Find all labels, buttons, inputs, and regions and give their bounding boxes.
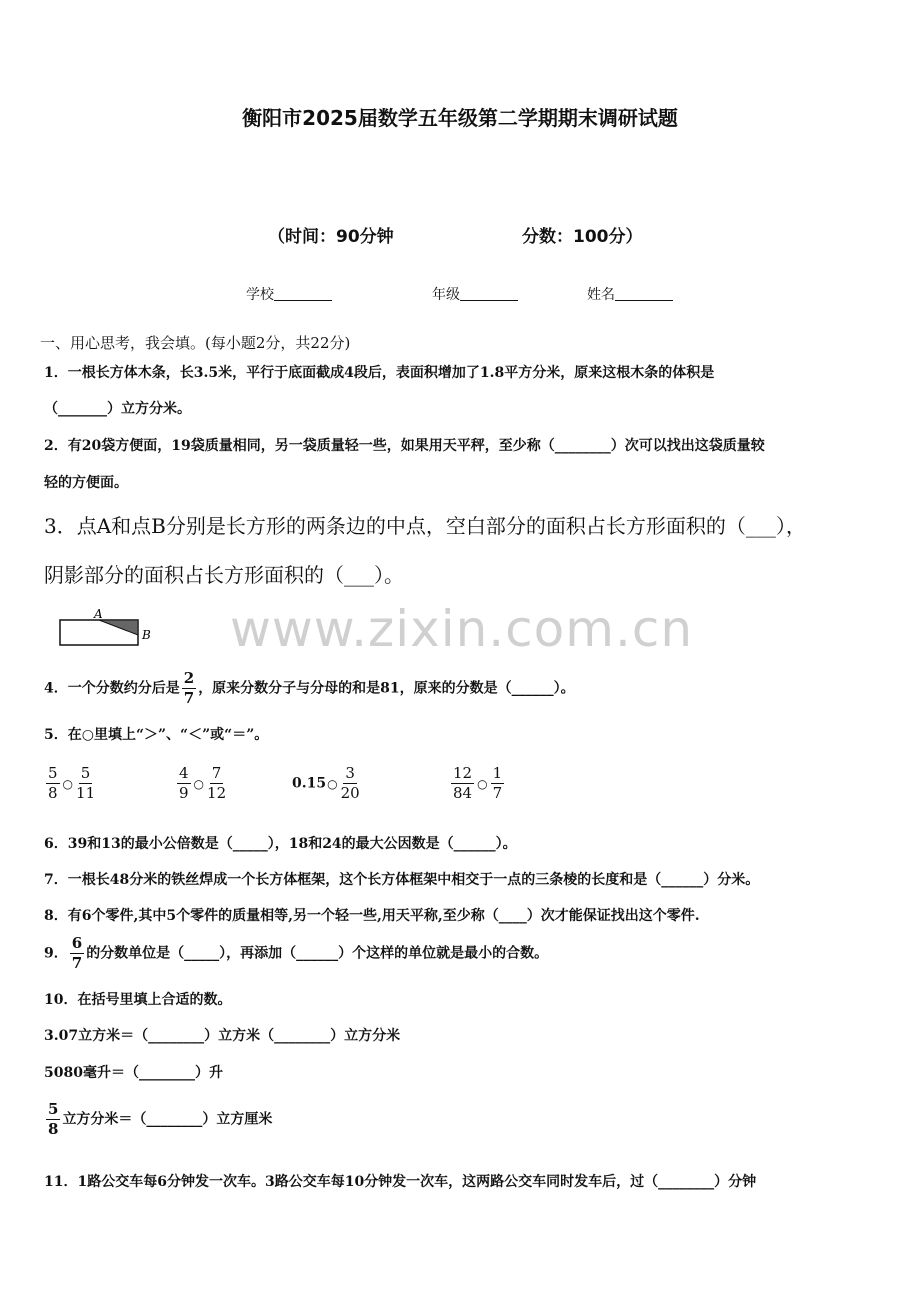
grade-blank	[460, 286, 518, 301]
denominator: 7	[183, 689, 195, 707]
watermark: www.zixin.com.cn	[230, 600, 694, 658]
school-blank	[274, 286, 332, 301]
fraction: $\frac{5}{8}$	[48, 1100, 59, 1138]
question-7: 7．一根长48分米的铁丝焊成一个长方体框架，这个长方体框架中相交于一点的三条棱的长度和是（______）分米。	[44, 872, 760, 888]
page-title: 衡阳市2025届数学五年级第二学期期末调研试题	[242, 106, 678, 130]
section-heading: 一、用心思考，我会填。(每小题2分，共22分)	[40, 334, 351, 352]
compare-item-3	[292, 766, 362, 801]
question-3-line2: 阴影部分的面积占长方形面积的（___）。	[44, 563, 404, 587]
question-9-prefix: 9．	[44, 945, 68, 962]
rectangle-figure	[56, 603, 166, 649]
question-5: 5．在○里填上“＞”、“＜”或“＝”。	[44, 727, 269, 743]
fraction: $\frac{5}{11}$	[76, 764, 96, 802]
question-9-suffix: 的分数单位是（_____），再添加（______）个这样的单位就是最小的合数。	[86, 945, 549, 962]
question-10-line3-text: 立方分米＝（________）立方厘米	[62, 1111, 273, 1128]
compare-circle[interactable]: ○	[327, 776, 338, 791]
question-11: 11．1路公交车每6分钟发一次车。3路公交车每10分钟发一次车，这两路公交车同时发车后，过（________）分钟	[44, 1174, 757, 1190]
compare-item-1	[44, 766, 97, 801]
compare-circle[interactable]: ○	[193, 776, 205, 791]
compare-item-4	[449, 766, 506, 801]
compare-circle[interactable]: ○	[477, 776, 488, 791]
fraction: $\frac{1}{7}$	[492, 764, 503, 802]
compare-item-2	[175, 766, 228, 801]
fraction: $\frac{5}{8}$	[48, 764, 58, 802]
grade-field	[432, 284, 518, 304]
question-1-line2: （_______）立方分米。	[44, 401, 191, 417]
question-8: 8．有6个零件,其中5个零件的质量相等,另一个轻一些,用天平称,至少称（____）次才能保证找出这个零件.	[44, 908, 700, 924]
question-4-prefix: 4．一个分数约分后是	[44, 680, 180, 697]
question-10-line2: 5080毫升＝（________）升	[44, 1065, 223, 1081]
fraction: $\frac{4}{9}$	[179, 764, 189, 802]
question-2-line2: 轻的方便面。	[44, 475, 128, 491]
name-label: 姓名	[587, 287, 615, 303]
question-10-line1: 3.07立方米＝（________）立方米（________）立方分米	[44, 1028, 401, 1044]
fraction: $\frac{6}{7}$	[71, 934, 83, 972]
question-6: 6．39和13的最小公倍数是（_____），18和24的最大公因数是（______）。	[44, 836, 517, 852]
compare-circle[interactable]: ○	[62, 776, 74, 791]
name-field	[587, 284, 673, 304]
fraction: $\frac{7}{12}$	[207, 764, 227, 802]
question-4	[44, 671, 575, 706]
question-10: 10．在括号里填上合适的数。	[44, 992, 232, 1008]
question-1-line1: 1．一根长方体木条，长3.5米，平行于底面截成4段后，表面积增加了1.8平方分米，原来这根木条的体积是	[44, 365, 715, 381]
numerator: 2	[183, 669, 195, 687]
grade-label: 年级	[432, 287, 460, 303]
decimal-value: 0.15	[292, 775, 327, 792]
question-9	[44, 936, 548, 971]
label-b: B	[142, 628, 151, 642]
school-field	[246, 284, 332, 304]
exam-time: （时间：90分钟	[268, 227, 394, 247]
question-2-line1: 2．有20袋方便面，19袋质量相同，另一袋质量轻一些，如果用天平秤，至少称（________）次可以找出这袋质量较	[44, 438, 765, 454]
fraction	[182, 671, 196, 706]
label-a: A	[94, 607, 103, 621]
exam-score: 分数：100分）	[522, 227, 643, 247]
question-3-line1: 3．点A和点B分别是长方形的两条边的中点，空白部分的面积占长方形面积的（___），	[44, 514, 806, 538]
fraction: $\frac{12}{84}$	[453, 764, 473, 802]
question-4-suffix: ，原来分数分子与分母的和是81，原来的分数是（______）。	[198, 680, 575, 697]
school-label: 学校	[246, 287, 274, 303]
question-10-line3	[44, 1102, 272, 1137]
name-blank	[615, 286, 673, 301]
fraction: $\frac{3}{20}$	[340, 764, 360, 802]
